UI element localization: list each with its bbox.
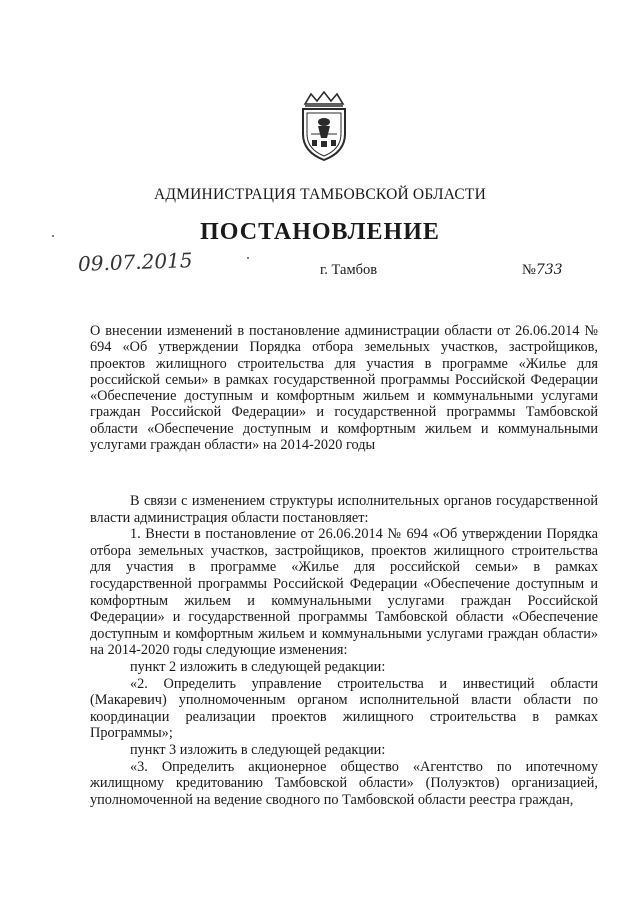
- document-date: 09.07.2015: [77, 248, 193, 276]
- scan-speck: [247, 257, 249, 259]
- paragraph: пункт 3 изложить в следующей редакции:: [130, 741, 386, 758]
- scan-speck: [52, 235, 54, 237]
- document-body: [90, 493, 598, 808]
- paragraph: пункт 2 изложить в следующей редакции:: [130, 658, 386, 675]
- paragraph: «3. Определить акционерное общество «Агентство по ипотечному жилищному кредитованию Тамбовской области» (Полуэктов) организацией, уполномоченной на ведение сводного по Тамбовской области реестра граждан,: [90, 758, 598, 808]
- number-value: 733: [535, 262, 563, 278]
- document-subject: О внесении изменений в постановление администрации области от 26.06.2014 № 694 «Об утверждении Порядка отбора земельных участков, застройщиков, проектов жилищного строительства для участия в программе «Жилье для российской семьи» в рамках государственной программы Российской Федерации «Обеспечение доступным и комфортным жильем и коммунальными услугами граждан Российской Федерации» и государственной программы Тамбовской области «Обеспечение доступным и комфортным жильем и коммунальными услугами граждан области» на 2014-2020 годы: [90, 323, 598, 454]
- number-prefix: №: [522, 262, 536, 278]
- paragraph: «2. Определить управление строительства и инвестиций области (Макаревич) уполномоченным органом исполнительной власти области по координации реализации проектов жилищного строительства в рамках Программы»;: [90, 675, 598, 742]
- document-type: ПОСТАНОВЛЕНИЕ: [200, 219, 440, 245]
- paragraph: 1. Внести в постановление от 26.06.2014 № 694 «Об утверждении Порядка отбора земельных участков, застройщиков, проектов жилищного строительства для участия в программе «Жилье для российской семьи» в рамках государственной программы Российской Федерации «Обеспечение доступным и комфортным жильем и коммунальными услугами граждан Российской Федерации» и государственной программы Тамбовской области «Обеспечение доступным и комфортным жильем и коммунальными услугами граждан области» на 2014-2020 годы следующие изменения:: [90, 526, 598, 659]
- document-city: г. Тамбов: [320, 262, 378, 278]
- organization-name: АДМИНИСТРАЦИЯ ТАМБОВСКОЙ ОБЛАСТИ: [154, 186, 486, 203]
- document-number: [522, 262, 563, 279]
- paragraph: В связи с изменением структуры исполнительных органов государственной власти администрация области постановляет:: [90, 493, 598, 526]
- crest-icon: [297, 90, 351, 162]
